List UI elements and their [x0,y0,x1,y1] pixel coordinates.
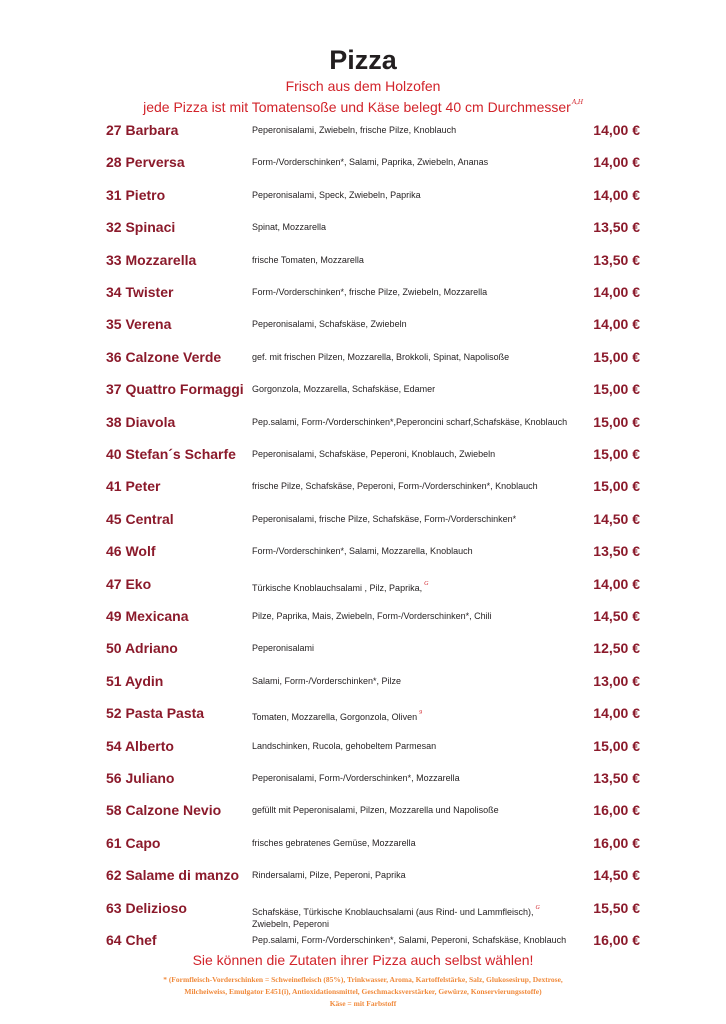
item-price: 15,00 € [593,446,640,462]
item-description [252,642,314,655]
item-name: 51 Aydin [106,673,164,689]
item-description [252,189,421,202]
item-description [252,545,473,558]
item-price: 13,50 € [593,252,640,268]
item-description [252,318,407,331]
menu-item [106,315,646,339]
menu-item [106,801,646,825]
item-description-text: Peperonisalami [252,643,315,653]
item-description [252,480,538,493]
item-price: 15,00 € [593,349,640,365]
menu-item [106,186,646,210]
item-name: 49 Mexicana [106,608,189,624]
menu-item [106,899,646,929]
item-description-text: Form-/Vorderschinken*, frische Pilze, Zwiebeln, Mozzarella [252,287,488,297]
menu-item [106,510,646,534]
item-price: 13,00 € [593,673,640,689]
item-description [252,383,435,396]
item-price: 13,50 € [593,219,640,235]
allergen-superscript: A,H [571,98,583,106]
item-description-text: Gorgonzola, Mozzarella, Schafskäse, Edamer [252,384,436,394]
item-description [252,837,416,850]
item-description-text: gef. mit frischen Pilzen, Mozzarella, Brokkoli, Spinat, Napolisoße [252,352,510,362]
item-name: 47 Eko [106,576,152,592]
menu-item [106,251,646,275]
item-name: 32 Spinaci [106,219,176,235]
menu-item [106,413,646,437]
item-description-text: Pep.salami, Form-/Vorderschinken*, Salami, Peperoni, Schafskäse, Knoblauch [252,935,567,945]
item-name: 36 Calzone Verde [106,349,222,365]
menu-item [106,704,646,728]
item-name: 35 Verena [106,316,172,332]
footnote-line-3: Käse = mit Farbstoff [329,999,397,1008]
item-name: 50 Adriano [106,640,178,656]
item-name: 40 Stefan´s Scharfe [106,446,236,462]
pizza-note-text: jede Pizza ist mit Tomatensoße und Käse belegt 40 cm Durchmesser [143,99,571,115]
item-price: 14,00 € [593,122,640,138]
item-description-line-2: Zwiebeln, Peperoni [252,919,330,929]
item-description [252,707,422,724]
menu-item [106,866,646,890]
choose-ingredients-note: Sie können die Zutaten ihrer Pizza auch selbst wählen! [192,952,534,968]
item-name: 62 Salame di manzo [106,867,240,883]
item-description-text: Peperonisalami, Schafskäse, Peperoni, Knoblauch, Zwiebeln [252,449,496,459]
item-description-text: Peperonisalami, Form-/Vorderschinken*, Mozzarella [252,773,460,783]
pizza-note [0,94,726,116]
menu-item [106,477,646,501]
item-description [252,934,566,947]
allergen-superscript: 9 [419,710,423,716]
item-description-text: Schafskäse, Türkische Knoblauchsalami (aus Rind- und Lammfleisch), [252,907,534,917]
item-description [252,448,495,461]
item-description [252,578,428,595]
item-name: 56 Juliano [106,770,175,786]
allergen-superscript: G [424,581,429,587]
item-name: 64 Chef [106,932,157,948]
item-price: 14,00 € [593,576,640,592]
item-description [252,156,488,169]
item-description-text: Peperonisalami, Speck, Zwiebeln, Paprika [252,190,421,200]
menu-item [106,153,646,177]
item-price: 14,50 € [593,511,640,527]
item-price: 15,00 € [593,381,640,397]
item-description [252,254,364,267]
allergen-superscript: G [535,905,540,911]
item-description [252,804,499,817]
menu-item [106,672,646,696]
menu-item [106,218,646,242]
item-description-text: Landschinken, Rucola, gehobeltem Parmesan [252,741,437,751]
item-description [252,286,487,299]
item-description [252,869,406,882]
item-description [252,221,326,234]
item-description-text: Türkische Knoblauchsalami , Pilz, Paprika, [252,583,423,593]
menu-item [106,445,646,469]
menu-item [106,737,646,761]
item-description-text: Spinat, Mozzarella [252,222,327,232]
menu-item [106,769,646,793]
item-price: 15,00 € [593,738,640,754]
item-description [252,772,460,785]
item-name: 34 Twister [106,284,174,300]
item-name: 46 Wolf [106,543,156,559]
item-description-text: Form-/Vorderschinken*, Salami, Paprika, Zwiebeln, Ananas [252,157,489,167]
item-price: 14,50 € [593,867,640,883]
item-price: 14,00 € [593,154,640,170]
item-price: 14,00 € [593,284,640,300]
item-name: 41 Peter [106,478,161,494]
item-price: 15,50 € [593,900,640,916]
item-description [252,351,509,364]
item-name: 37 Quattro Formaggi [106,381,244,397]
item-description-text: Salami, Form-/Vorderschinken*, Pilze [252,676,402,686]
item-name: 54 Alberto [106,738,174,754]
item-description [252,675,401,688]
item-description [252,513,516,526]
menu-item [106,283,646,307]
menu-item [106,121,646,145]
item-name: 28 Perversa [106,154,185,170]
menu-item [106,834,646,858]
footnote-line-1: * (Formfleisch-Vorderschinken = Schweinefleisch (85%), Trinkwasser, Aroma, Kartoffelstärke, Salz, Glukosesirup, Dextrose, [163,975,563,984]
menu-item [106,380,646,404]
item-name: 63 Delizioso [106,900,187,916]
item-description [252,740,436,753]
item-name: 52 Pasta Pasta [106,705,205,721]
item-description-text: frische Pilze, Schafskäse, Peperoni, Form-/Vorderschinken*, Knoblauch [252,481,538,491]
item-price: 15,00 € [593,478,640,494]
item-description-text: Peperonisalami, Schafskäse, Zwiebeln [252,319,407,329]
item-price: 14,00 € [593,187,640,203]
item-name: 31 Pietro [106,187,166,203]
item-price: 14,50 € [593,608,640,624]
item-description-text: Form-/Vorderschinken*, Salami, Mozzarella, Knoblauch [252,546,473,556]
menu-item [106,607,646,631]
item-price: 12,50 € [593,640,640,656]
menu-item [106,575,646,599]
item-price: 16,00 € [593,802,640,818]
item-name: 33 Mozzarella [106,252,197,268]
item-price: 14,00 € [593,705,640,721]
item-description-text: Tomaten, Mozzarella, Gorgonzola, Oliven [252,712,418,722]
item-description [252,416,567,429]
item-description [252,610,492,623]
subtitle: Frisch aus dem Holzofen [285,78,441,94]
item-name: 58 Calzone Nevio [106,802,222,818]
menu-item [106,348,646,372]
footnote-line-2: Milcheiweiss, Emulgator E451(i), Antioxidationsmittel, Geschmacksverstärker, Gewürze, Konservierungsstoffe) [184,987,542,996]
item-price: 16,00 € [593,932,640,948]
item-description-text: frisches gebratenes Gemüse, Mozzarella [252,838,416,848]
item-description [252,124,456,137]
item-price: 13,50 € [593,543,640,559]
item-name: 27 Barbara [106,122,179,138]
menu-item [106,639,646,663]
menu-item [106,542,646,566]
item-description-text: frische Tomaten, Mozzarella [252,255,364,265]
item-description-text: Pilze, Paprika, Mais, Zwiebeln, Form-/Vorderschinken*, Chili [252,611,492,621]
item-price: 15,00 € [593,414,640,430]
item-name: 38 Diavola [106,414,176,430]
item-description-text: Peperonisalami, frische Pilze, Schafskäse, Form-/Vorderschinken* [252,514,517,524]
item-name: 45 Central [106,511,174,527]
item-price: 13,50 € [593,770,640,786]
page-title: Pizza [329,45,397,75]
item-price: 16,00 € [593,835,640,851]
item-description-text: gefüllt mit Peperonisalami, Pilzen, Mozzarella und Napolisoße [252,805,499,815]
item-description-text: Pep.salami, Form-/Vorderschinken*,Peperoncini scharf,Schafskäse, Knoblauch [252,417,568,427]
item-description [252,902,540,919]
item-description-text: Rindersalami, Pilze, Peperoni, Paprika [252,870,406,880]
item-price: 14,00 € [593,316,640,332]
item-description-text: Peperonisalami, Zwiebeln, frische Pilze, Knoblauch [252,125,457,135]
item-name: 61 Capo [106,835,161,851]
